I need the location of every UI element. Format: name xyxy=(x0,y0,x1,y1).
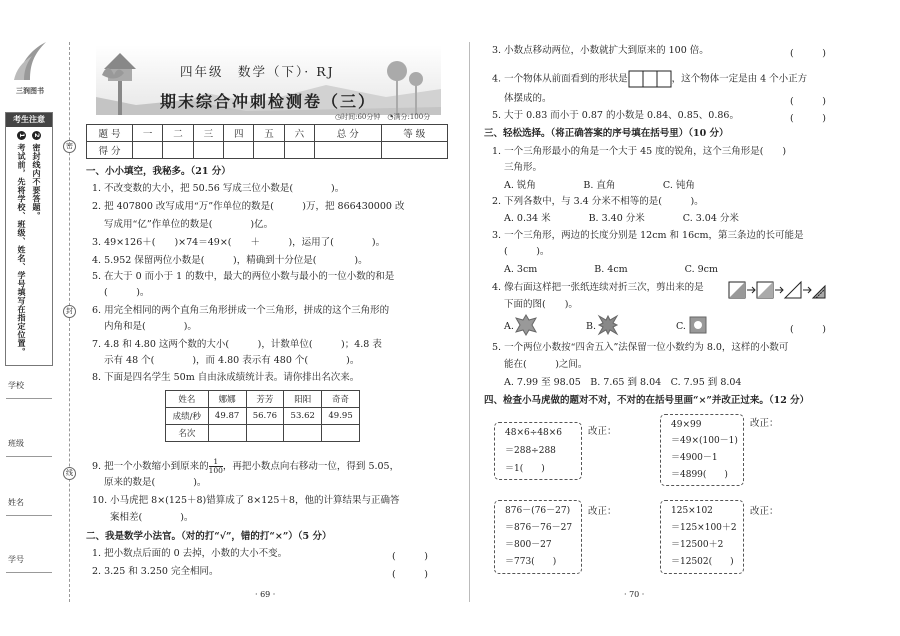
score-table-cell: 等 级 xyxy=(381,125,447,142)
calc-line[interactable]: ＝4899( ) xyxy=(671,470,728,480)
rank-input-cell[interactable] xyxy=(284,425,322,442)
judge-answer-5[interactable]: ( ) xyxy=(790,113,826,124)
question-1-5: 5. 在大于 0 而小于 1 的数中，最大的两位小数与最小的一位小数的和是 xyxy=(92,271,395,282)
question-1-5-cont: ( )。 xyxy=(104,287,150,298)
seal-char: 线 xyxy=(63,467,76,480)
exam-full-score: 满分:100分 xyxy=(393,113,431,121)
score-table-header-row xyxy=(87,125,448,142)
field-name-line[interactable] xyxy=(6,515,52,516)
calc-line: 48×6÷48×6 xyxy=(505,428,562,438)
field-school-label: 学校 xyxy=(8,381,24,390)
score-input-cell[interactable] xyxy=(163,142,193,159)
choice-question-1-cont: 三角形。 xyxy=(504,162,543,173)
question-1-2-cont: 写成用“亿”作单位的数是( )亿。 xyxy=(104,219,274,230)
calc-line: ＝288÷288 xyxy=(505,446,556,456)
page-divider xyxy=(469,42,470,602)
table-cell: 56.76 xyxy=(246,408,284,425)
field-school-line[interactable] xyxy=(6,398,52,399)
paper-folding-diagram-icon xyxy=(728,280,826,300)
score-table xyxy=(86,124,448,159)
page-number-right: · 70 · xyxy=(624,590,645,599)
choice-4-answer[interactable]: ( ) xyxy=(790,324,826,335)
judge-answer-4[interactable]: ( ) xyxy=(790,96,826,107)
notice-item-2: 2 密封线内不要答题。 xyxy=(32,132,42,220)
score-input-cell[interactable] xyxy=(193,142,223,159)
score-table-cell: 二 xyxy=(163,125,193,142)
section-2-heading: 二、我是数学小法官。（对的打“√”，错的打“×”）（5 分） xyxy=(86,531,332,542)
field-class-label: 班级 xyxy=(8,439,24,448)
notice-title: 考生注意 xyxy=(6,113,52,127)
clock-icon: ◷ xyxy=(335,113,342,121)
exam-notice-box xyxy=(5,112,53,366)
question-1-4: 4. 5.952 保留两位小数是( )，精确到十分位是( )。 xyxy=(92,255,368,266)
rank-input-cell[interactable] xyxy=(246,425,284,442)
calc-line: ＝12500＋2 xyxy=(671,540,724,550)
front-view-shape-icon xyxy=(628,70,672,88)
choice-question-2: 2. 下列各数中，与 3.4 分米不相等的是( )。 xyxy=(492,196,704,207)
check-box-1 xyxy=(494,422,582,480)
score-icon: ◔ xyxy=(387,113,394,121)
score-input-cell[interactable] xyxy=(315,142,381,159)
table-cell: 49.95 xyxy=(322,408,360,425)
table-cell: 49.87 xyxy=(208,408,246,425)
judge-answer-3[interactable]: ( ) xyxy=(790,48,826,59)
seal-dashed-line xyxy=(69,42,70,602)
field-id-label: 学号 xyxy=(8,555,24,564)
table-cell: 53.62 xyxy=(284,408,322,425)
exam-time-info xyxy=(335,112,430,122)
seal-char: 密 xyxy=(63,140,76,153)
rank-input-cell[interactable] xyxy=(208,425,246,442)
score-table-cell: 三 xyxy=(193,125,223,142)
table-header-cell: 姓名 xyxy=(166,391,209,408)
calc-line: 876－(76－27) xyxy=(505,506,571,516)
calc-line: ＝125×100＋2 xyxy=(671,523,737,533)
choice-4-option-a: A. xyxy=(504,321,514,332)
section-1-heading: 一、小小填空，我秘多。（21 分） xyxy=(86,166,231,177)
choice-question-5-cont: 能在( )之间。 xyxy=(504,359,588,370)
calc-line: 49×99 xyxy=(671,420,702,430)
choice-2-options: A. 0.34 米 B. 3.40 分米 C. 3.04 分米 xyxy=(504,213,739,224)
question-1-9-cont: 原来的数是( )。 xyxy=(104,477,207,488)
fix-label-1: 改正： xyxy=(588,426,617,437)
exam-subtitle: 四年级 数学（下）· RJ xyxy=(180,64,335,79)
score-input-cell[interactable] xyxy=(224,142,254,159)
section-3-heading: 三、轻松选择。（将正确答案的序号填在括号里）（10 分） xyxy=(484,128,729,139)
swim-results-table xyxy=(165,390,360,442)
score-table-cell: 题 号 xyxy=(87,125,133,142)
score-table-score-row xyxy=(87,142,448,159)
fraction: $\frac{1}{100}$ xyxy=(208,457,223,475)
check-box-3 xyxy=(494,500,582,574)
exam-time: 时间:60分钟 xyxy=(341,113,388,121)
page-number-left: · 69 · xyxy=(255,590,276,599)
binding-margin xyxy=(0,0,60,636)
check-box-4 xyxy=(660,500,744,574)
calc-line: ＝876－76－27 xyxy=(505,523,573,533)
score-table-cell: 四 xyxy=(224,125,254,142)
score-table-cell: 一 xyxy=(133,125,163,142)
table-row xyxy=(166,391,360,408)
judge-question-4-cont: 体摆成的。 xyxy=(504,93,552,104)
question-1-7: 7. 4.8 和 4.80 这两个数的大小( )，计数单位( )；4.8 表 xyxy=(92,339,382,350)
calc-line: 125×102 xyxy=(671,506,713,516)
question-1-6-cont: 内角和是( )。 xyxy=(104,321,197,332)
judge-question-2: 2. 3.25 和 3.250 完全相同。 xyxy=(92,566,219,577)
fix-label-2: 改正： xyxy=(750,418,779,429)
calc-line: ＝4900－1 xyxy=(671,453,718,463)
question-1-3: 3. 49×126＋( )×74＝49×( ＋ )，运用了( )。 xyxy=(92,237,386,248)
score-input-cell[interactable] xyxy=(381,142,447,159)
brand-logo-icon xyxy=(12,40,48,84)
judge-answer-2[interactable]: ( ) xyxy=(392,569,428,580)
notice-item-1: 1 考试前，先将学校、班级、姓名、学号填写在指定位置。 xyxy=(17,132,27,356)
question-1-9: 9. 把一个小数缩小到原来的 $\frac{1}{100}$ ，再把小数点向右移动一位，得到 5.05， xyxy=(92,457,400,475)
table-header-cell: 娜娜 xyxy=(208,391,246,408)
seal-char: 封 xyxy=(63,305,76,318)
cut-shape-b-icon xyxy=(597,314,619,336)
score-table-cell: 六 xyxy=(284,125,314,142)
table-row xyxy=(166,425,360,442)
table-header-cell: 芳芳 xyxy=(246,391,284,408)
check-box-2 xyxy=(660,414,744,486)
judge-answer-1[interactable]: ( ) xyxy=(392,551,428,562)
calc-line: ＝49×(100－1) xyxy=(671,436,738,446)
choice-5-options: A. 7.99 至 98.05 B. 7.65 到 8.04 C. 7.95 到 8.04 xyxy=(504,377,742,388)
choice-question-5: 5. 一个两位小数按“四舍五入”法保留一位小数约为 8.0，这样的小数可 xyxy=(492,342,789,353)
question-1-10: 10. 小马虎把 8×(125＋8)错算成了 8×125＋8，他的计算结果与正确答 xyxy=(92,495,400,506)
table-header-cell: 奇奇 xyxy=(322,391,360,408)
cut-shape-a-icon xyxy=(515,314,537,336)
choice-1-options: A. 锐角 B. 直角 C. 钝角 xyxy=(504,180,695,191)
question-1-6: 6. 用完全相同的两个直角三角形拼成一个三角形，拼成的这个三角形的 xyxy=(92,305,390,316)
calc-line[interactable]: ＝773( ) xyxy=(505,557,557,567)
rank-input-cell[interactable] xyxy=(322,425,360,442)
score-table-cell: 五 xyxy=(254,125,284,142)
brand-name: 三润图书 xyxy=(16,87,44,95)
choice-question-4: 4. 像右面这样把一张纸连续对折三次，剪出来的是 xyxy=(492,282,704,293)
judge-question-5: 5. 大于 0.83 而小于 0.87 的小数是 0.84、0.85、0.86。 xyxy=(492,110,739,121)
choice-3-options: A. 3cm B. 4cm C. 9cm xyxy=(504,264,719,275)
calc-line[interactable]: ＝12502( ) xyxy=(671,557,734,567)
fix-label-4: 改正： xyxy=(750,506,779,517)
table-cell: 名次 xyxy=(166,425,209,442)
calc-line[interactable]: ＝1( ) xyxy=(505,464,545,474)
judge-question-4: 4. 一个物体从前面看到的形状是 ，这个物体一定是由 4 个小正方 xyxy=(492,70,807,88)
choice-question-1: 1. 一个三角形最小的角是一个大于 45 度的锐角，这个三角形是( ) xyxy=(492,146,787,157)
question-1-10-cont: 案相差( )。 xyxy=(110,512,194,523)
question-1-8: 8. 下面是四名学生 50m 自由泳成绩统计表。请你排出名次来。 xyxy=(92,372,360,383)
question-1-1: 1. 不改变数的大小，把 50.56 写成三位小数是( )。 xyxy=(92,183,345,194)
choice-4-option-c: C. xyxy=(676,321,686,332)
section-4-heading: 四、检查小马虎做的题对不对，不对的在括号里画“×”并改正过来。（12 分） xyxy=(484,395,810,406)
question-1-7-cont: 示有 48 个( )，而 4.80 表示有 480 个( )。 xyxy=(104,355,360,366)
judge-question-3: 3. 小数点移动两位，小数就扩大到原来的 100 倍。 xyxy=(492,45,709,56)
question-1-2: 2. 把 407800 改写成用“万”作单位的数是( )万，把 866430000 改 xyxy=(92,201,405,212)
table-header-cell: 阳阳 xyxy=(284,391,322,408)
cut-shape-c-icon xyxy=(687,314,709,336)
judge-question-1: 1. 把小数点后面的 0 去掉，小数的大小不变。 xyxy=(92,548,288,559)
score-input-cell[interactable] xyxy=(254,142,284,159)
choice-question-4-cont: 下面的图( )。 xyxy=(504,299,578,310)
exam-title: 期末综合冲刺检测卷（三） xyxy=(160,92,377,111)
score-table-cell: 总 分 xyxy=(315,125,381,142)
score-input-cell[interactable] xyxy=(284,142,314,159)
field-name-label: 姓名 xyxy=(8,498,24,507)
choice-question-3: 3. 一个三角形，两边的长度分别是 12cm 和 16cm，第三条边的长可能是 xyxy=(492,230,804,241)
score-input-cell[interactable] xyxy=(133,142,163,159)
table-cell: 成绩/秒 xyxy=(166,408,209,425)
calc-line: ＝800－27 xyxy=(505,540,552,550)
field-id-line[interactable] xyxy=(6,572,52,573)
score-table-cell: 得 分 xyxy=(87,142,133,159)
choice-4-option-b: B. xyxy=(586,321,597,332)
field-class-line[interactable] xyxy=(6,456,52,457)
fix-label-3: 改正： xyxy=(588,506,617,517)
table-row xyxy=(166,408,360,425)
choice-question-3-cont: ( )。 xyxy=(504,246,550,257)
